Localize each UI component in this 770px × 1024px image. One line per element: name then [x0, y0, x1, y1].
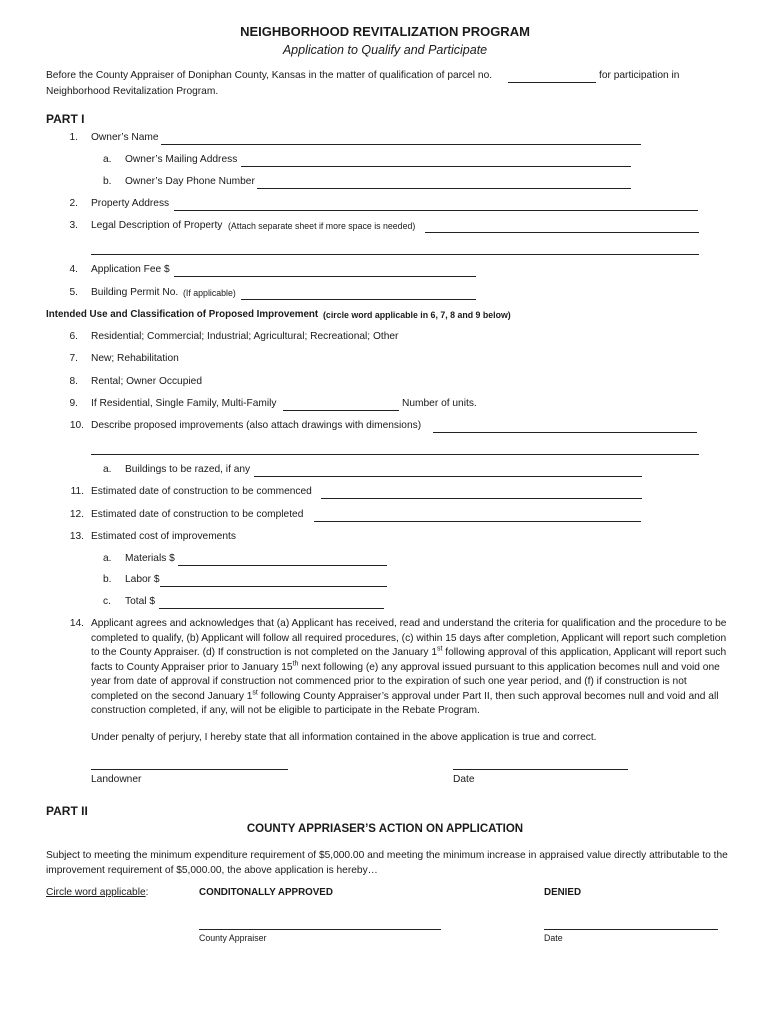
application-fee-field[interactable] — [174, 276, 476, 277]
improvements-field[interactable] — [433, 432, 697, 433]
conditionally-approved-option[interactable]: CONDITONALLY APPROVED — [199, 887, 333, 898]
day-phone-field[interactable] — [257, 188, 631, 189]
landowner-signature-line[interactable] — [91, 769, 288, 770]
intro-line1-after: for participation in — [599, 70, 680, 81]
agreement-sup-1: st — [437, 645, 443, 653]
item-13a-letter: a. — [103, 553, 112, 564]
agreement-sup-3: st — [252, 689, 258, 697]
item-13b-letter: b. — [103, 574, 112, 585]
circle-word-label — [46, 887, 149, 898]
part2-text: Subject to meeting the minimum expenditure requirement of $5,000.00 and meeting the minimum increase in appraised value directly attributable to the improvement requirement of $5,000.00, the above application is hereby… — [46, 850, 728, 876]
form-title: NEIGHBORHOOD REVITALIZATION PROGRAM — [240, 24, 530, 39]
item-10-label: Describe proposed improvements (also attach drawings with dimensions) — [91, 420, 422, 431]
landowner-label: Landowner — [91, 774, 142, 785]
agreement-paragraph — [91, 617, 731, 719]
item-1-number: 1. — [69, 132, 78, 143]
improvements-line2[interactable] — [91, 454, 699, 455]
item-5-number: 5. — [69, 287, 78, 298]
item-6-options[interactable]: Residential; Commercial; Industrial; Agricultural; Recreational; Other — [91, 331, 399, 342]
form-subtitle: Application to Qualify and Participate — [282, 43, 488, 57]
circle-word-colon: : — [145, 887, 149, 898]
agreement-text-3: next following (e) any approval issued pursuant to this application becomes null and void one year from date of approval if construction not commenced prior to the expiration of such one year period, and (f) if construction is not completed on the second January 1 — [91, 661, 720, 702]
item-14-number: 14. — [69, 618, 84, 629]
item-4-number: 4. — [69, 264, 78, 275]
item-4-label: Application Fee $ — [91, 264, 170, 275]
agreement-sup-2: th — [292, 660, 299, 668]
legal-description-field[interactable] — [425, 232, 699, 233]
part2-heading: PART II — [46, 804, 88, 818]
landowner-date-label: Date — [453, 774, 475, 785]
agreement-text-1: Applicant agrees and acknowledges that (a) Applicant has received, read and understand the criteria for qualification and the procedure to be completed to qualify, (b) Applicant will follow all required procedures, (c) within 15 days after completion, Applicant will report such completion to the County Appraiser. (d) If construction is not completed on the January 1 — [91, 618, 727, 658]
buildings-razed-field[interactable] — [254, 476, 642, 477]
construction-completed-field[interactable] — [314, 521, 641, 522]
construction-commenced-field[interactable] — [321, 498, 642, 499]
item-1b-letter: b. — [103, 176, 112, 187]
legal-description-line2[interactable] — [91, 254, 699, 255]
item-3-label: Legal Description of Property — [91, 220, 223, 231]
county-appraiser-label: County Appraiser — [199, 933, 267, 943]
item-10a-letter: a. — [103, 464, 112, 475]
property-address-field[interactable] — [174, 210, 698, 211]
denied-option[interactable]: DENIED — [544, 887, 582, 898]
total-cost-field[interactable] — [159, 608, 384, 609]
building-permit-field[interactable] — [241, 299, 476, 300]
agreement-text-2: following approval of this application, Applicant will report such facts to County Appraiser prior to January 15 — [91, 647, 727, 673]
item-13a-label: Materials $ — [125, 553, 175, 564]
item-13-number: 13. — [69, 531, 84, 542]
item-6-number: 6. — [69, 331, 78, 342]
item-12-number: 12. — [69, 509, 84, 520]
intended-use-note: (circle word applicable in 6, 7, 8 and 9 below) — [323, 310, 511, 320]
parcel-number-field[interactable] — [508, 82, 596, 83]
intro-line2: Neighborhood Revitalization Program. — [46, 86, 219, 97]
labor-cost-field[interactable] — [160, 586, 387, 587]
intro-line1-before: Before the County Appraiser of Doniphan County, Kansas in the matter of qualification of parcel no. — [46, 70, 493, 81]
item-10-number: 10. — [69, 420, 84, 431]
county-appraiser-signature-line[interactable] — [199, 929, 441, 930]
item-2-label: Property Address — [91, 198, 170, 209]
number-of-units-field[interactable] — [283, 410, 399, 411]
item-13-label: Estimated cost of improvements — [91, 531, 236, 542]
agreement-text-4: following County Appraiser’s approval under Part II, then such approval becomes null and void and all construction completed, if any, will not be eligible to participate in the Rebate Program. — [91, 690, 719, 716]
item-9-options[interactable]: If Residential, Single Family, Multi-Family — [91, 398, 277, 409]
landowner-date-line[interactable] — [453, 769, 628, 770]
perjury-statement: Under penalty of perjury, I hereby state that all information contained in the above application is true and correct. — [91, 732, 597, 743]
item-1a-letter: a. — [103, 154, 112, 165]
item-2-number: 2. — [69, 198, 78, 209]
part2-section-title: COUNTY APPRIASER’S ACTION ON APPLICATION — [246, 823, 524, 835]
item-13c-label: Total $ — [125, 596, 156, 607]
item-12-label: Estimated date of construction to be completed — [91, 509, 304, 520]
item-8-number: 8. — [69, 376, 78, 387]
mailing-address-field[interactable] — [241, 166, 631, 167]
item-3-note: (Attach separate sheet if more space is needed) — [228, 221, 416, 231]
item-1-label: Owner’s Name — [91, 132, 159, 143]
item-5-note: (If applicable) — [183, 288, 236, 298]
item-3-number: 3. — [69, 220, 78, 231]
item-13c-letter: c. — [103, 596, 111, 607]
item-1b-label: Owner’s Day Phone Number — [125, 176, 255, 187]
materials-cost-field[interactable] — [178, 565, 387, 566]
appraiser-date-line[interactable] — [544, 929, 718, 930]
item-1a-label: Owner’s Mailing Address — [125, 154, 238, 165]
item-7-number: 7. — [69, 353, 78, 364]
item-5-label: Building Permit No. — [91, 287, 179, 298]
item-9-after: Number of units. — [402, 398, 477, 409]
item-10a-label: Buildings to be razed, if any — [125, 464, 251, 475]
item-11-label: Estimated date of construction to be commenced — [91, 486, 312, 497]
part1-heading: PART I — [46, 112, 85, 126]
appraiser-date-label: Date — [544, 933, 563, 943]
item-13b-label: Labor $ — [125, 574, 160, 585]
item-9-number: 9. — [69, 398, 78, 409]
item-8-options[interactable]: Rental; Owner Occupied — [91, 376, 202, 387]
item-11-number: 11. — [70, 486, 84, 497]
intended-use-heading: Intended Use and Classification of Proposed Improvement — [46, 309, 319, 320]
circle-word-text: Circle word applicable — [46, 887, 146, 898]
owner-name-field[interactable] — [161, 144, 641, 145]
item-7-options[interactable]: New; Rehabilitation — [91, 353, 179, 364]
